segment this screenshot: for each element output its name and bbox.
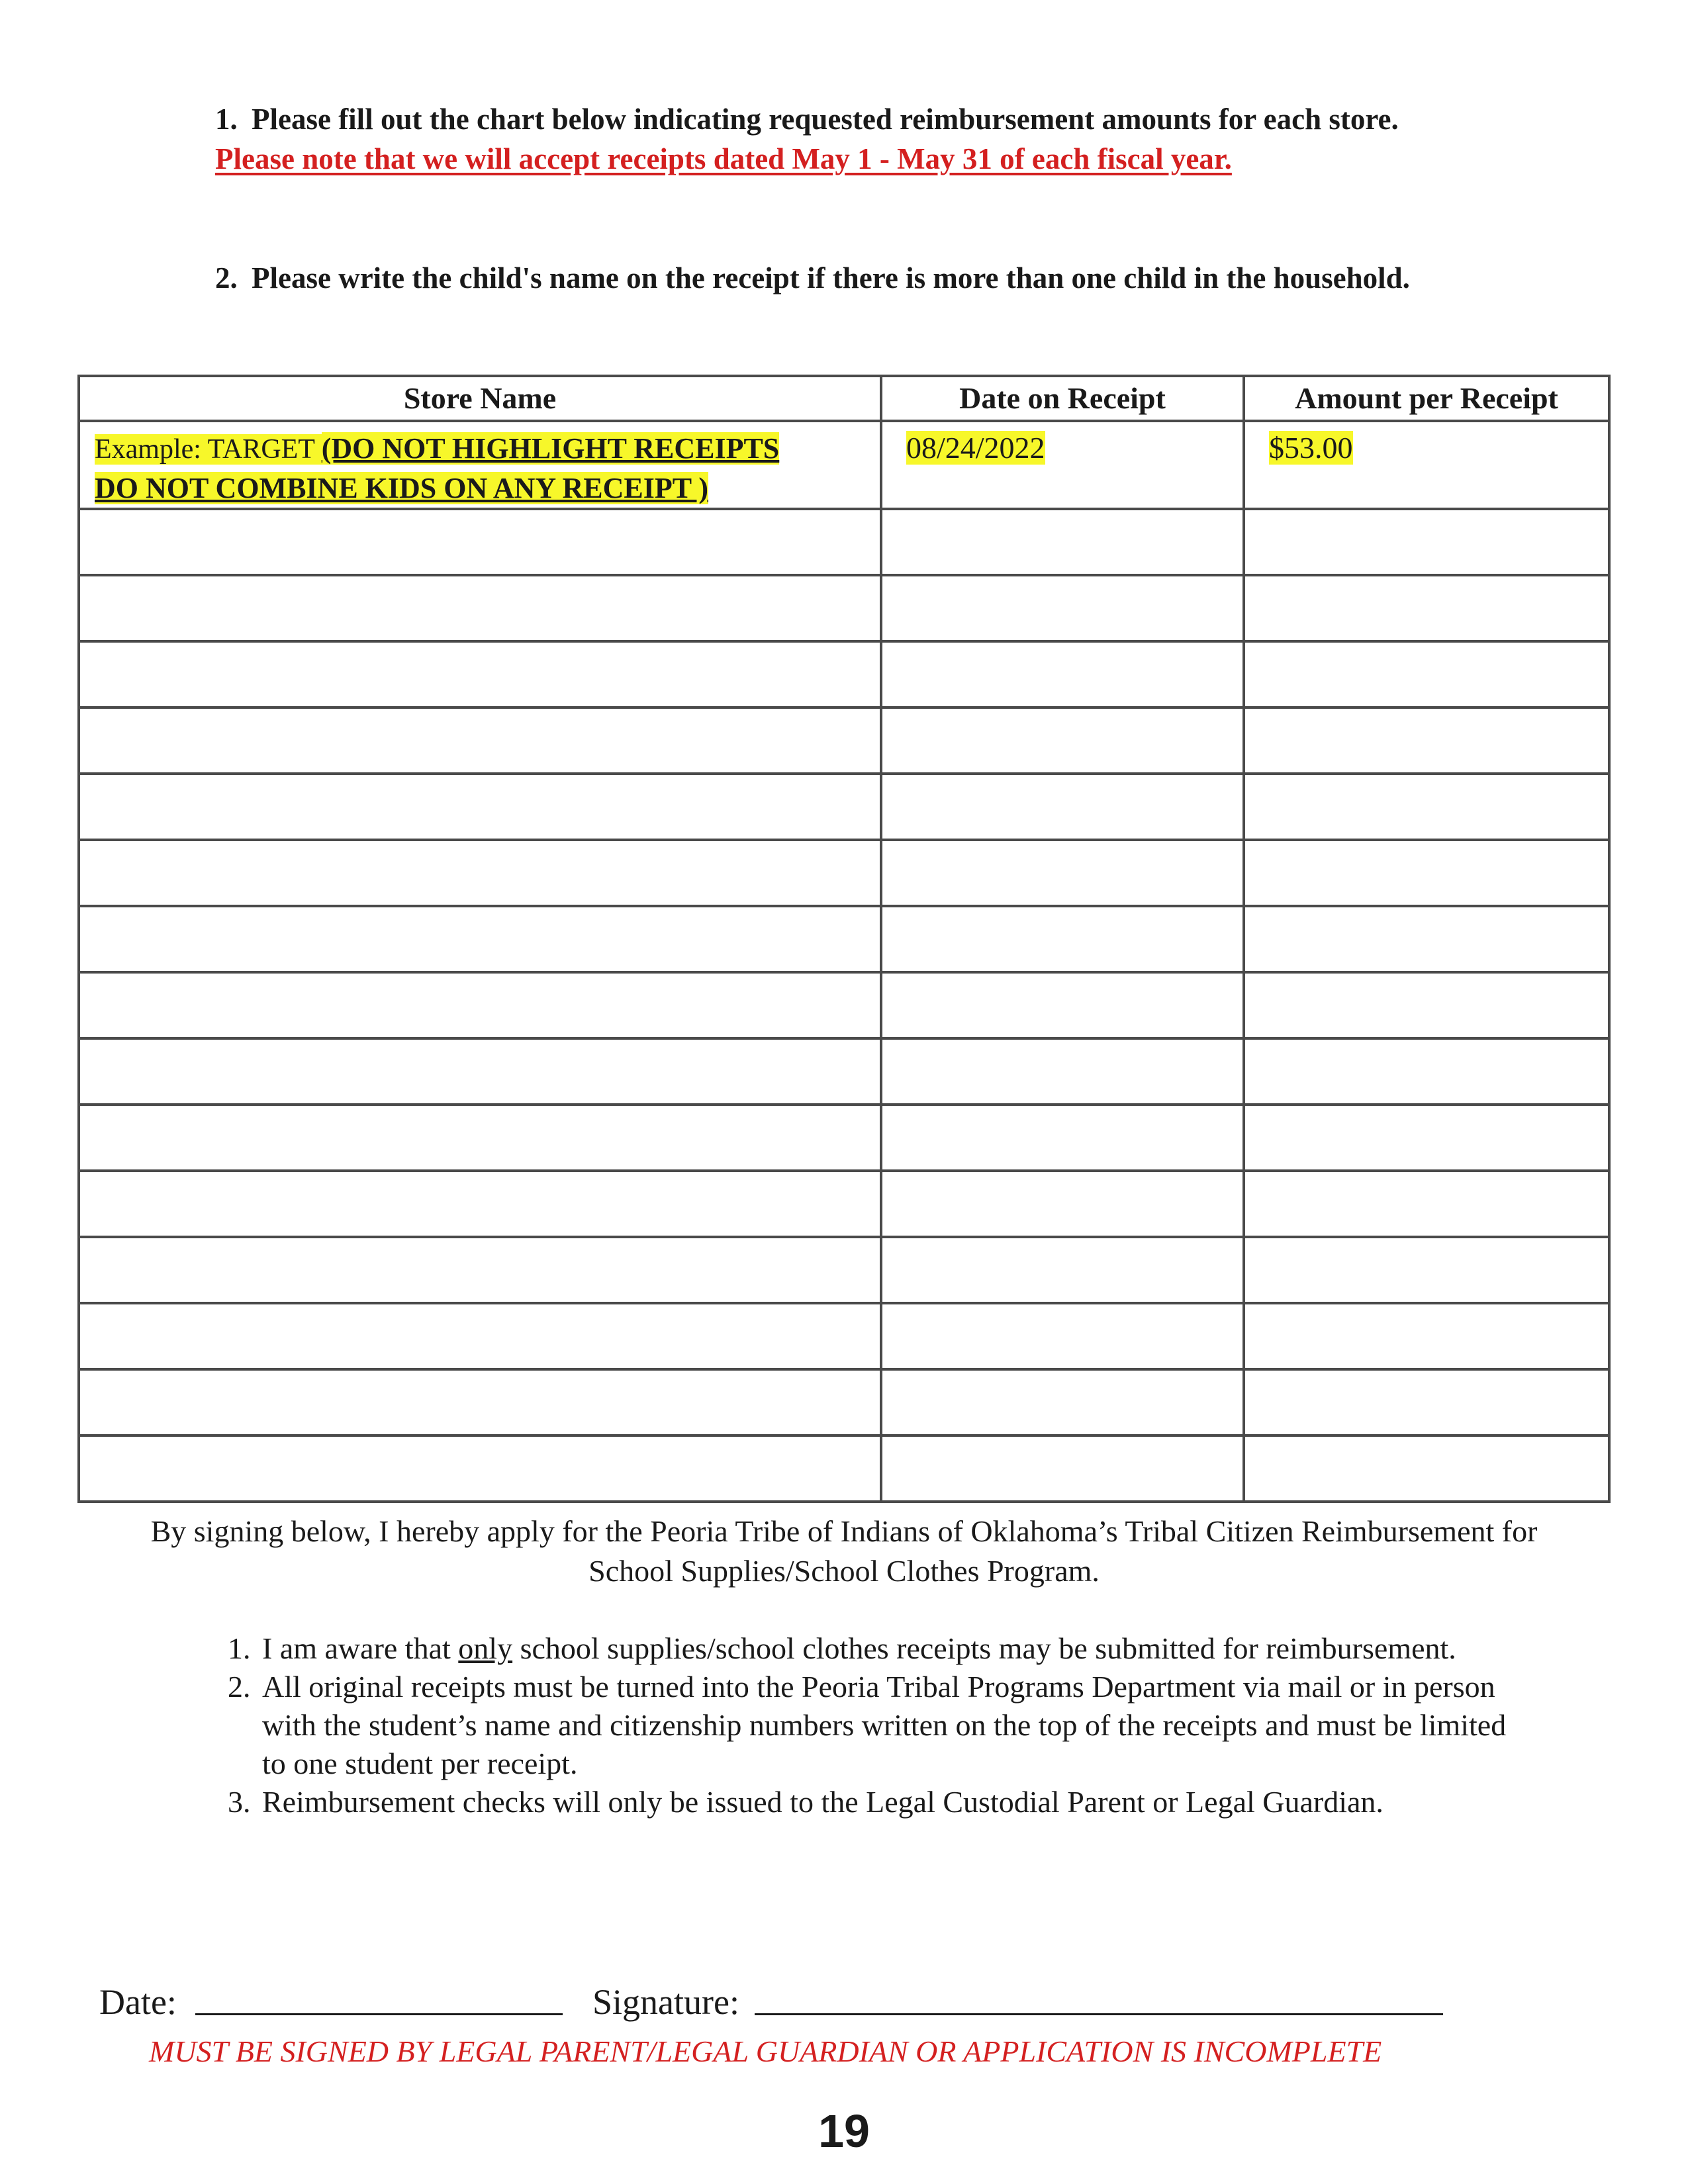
term-emphasis: only (458, 1631, 513, 1665)
amount-cell[interactable] (1244, 1105, 1609, 1171)
receipt-table (77, 375, 1611, 1503)
store-name-cell[interactable] (79, 972, 881, 1038)
date-cell[interactable] (881, 1303, 1244, 1369)
date-cell[interactable] (881, 1435, 1244, 1502)
store-name-cell[interactable] (79, 575, 881, 641)
application-statement: By signing below, I hereby apply for the Peoria Tribe of Indians of Oklahoma’s Tribal Citizen Reimbursement for School Supplies/School Clothes Program. (150, 1514, 1538, 1588)
date-cell[interactable] (881, 774, 1244, 840)
store-name-cell[interactable] (79, 1369, 881, 1435)
header-amount-per-receipt: Amount per Receipt (1244, 376, 1609, 421)
amount-cell[interactable] (1244, 1171, 1609, 1237)
date-cell[interactable] (881, 972, 1244, 1038)
example-note-line2: DO NOT COMBINE KIDS ON ANY RECEIPT ) (95, 472, 708, 504)
amount-cell[interactable] (1244, 1237, 1609, 1303)
store-name-cell[interactable] (79, 1303, 881, 1369)
amount-cell[interactable] (1244, 1369, 1609, 1435)
amount-cell[interactable] (1244, 707, 1609, 774)
example-store-cell (79, 421, 881, 509)
store-name-cell[interactable] (79, 1435, 881, 1502)
example-date: 08/24/2022 (906, 431, 1045, 465)
amount-cell[interactable] (1244, 641, 1609, 707)
amount-cell[interactable] (1244, 1038, 1609, 1105)
page-number: 19 (818, 2105, 870, 2157)
date-label: Date: (99, 1982, 177, 2022)
table-row (79, 707, 1609, 774)
date-cell[interactable] (881, 641, 1244, 707)
instruction-1-number: 1. (215, 103, 238, 136)
table-row (79, 1171, 1609, 1237)
instruction-2-text: Please write the child's name on the receipt if there is more than one child in the household. (252, 261, 1410, 295)
example-date-cell (881, 421, 1244, 509)
example-amount-cell (1244, 421, 1609, 509)
term-item: 3. Reimbursement checks will only be issued to the Legal Custodial Parent or Legal Guardian. (258, 1783, 1516, 1821)
store-name-cell[interactable] (79, 1038, 881, 1105)
date-cell[interactable] (881, 1171, 1244, 1237)
amount-cell[interactable] (1244, 774, 1609, 840)
header-store-name: Store Name (79, 376, 881, 421)
signature-warning: MUST BE SIGNED BY LEGAL PARENT/LEGAL GUARDIAN OR APPLICATION IS INCOMPLETE (149, 2034, 1382, 2068)
example-note-line1: (DO NOT HIGHLIGHT RECEIPTS (321, 432, 780, 465)
terms-list (205, 1629, 1516, 1821)
date-cell[interactable] (881, 906, 1244, 972)
date-cell[interactable] (881, 509, 1244, 575)
table-row (79, 906, 1609, 972)
amount-cell[interactable] (1244, 840, 1609, 906)
instruction-2-number: 2. (215, 261, 238, 295)
receipt-date-note: Please note that we will accept receipts dated May 1 - May 31 of each fiscal year. (215, 142, 1232, 175)
store-name-cell[interactable] (79, 1171, 881, 1237)
table-row (79, 1369, 1609, 1435)
store-name-cell[interactable] (79, 641, 881, 707)
instruction-2 (215, 258, 1446, 298)
amount-cell[interactable] (1244, 906, 1609, 972)
signature-row (99, 1979, 1489, 2025)
amount-cell[interactable] (1244, 972, 1609, 1038)
date-cell[interactable] (881, 1105, 1244, 1171)
table-row (79, 774, 1609, 840)
store-name-cell[interactable] (79, 1237, 881, 1303)
amount-cell[interactable] (1244, 509, 1609, 575)
store-name-cell[interactable] (79, 840, 881, 906)
term-item: 2. All original receipts must be turned into the Peoria Tribal Programs Department via mail or in person with the student’s name and citizenship numbers written on the top of the receipts and must be limited to one student per receipt. (258, 1668, 1516, 1783)
date-field[interactable] (195, 2013, 563, 2015)
date-cell[interactable] (881, 575, 1244, 641)
example-row (79, 421, 1609, 509)
example-amount: $53.00 (1269, 431, 1353, 465)
instruction-1-text: Please fill out the chart below indicating requested reimbursement amounts for each store. (252, 103, 1399, 136)
example-store-label: Example: TARGET (95, 434, 322, 465)
table-row (79, 1105, 1609, 1171)
store-name-cell[interactable] (79, 774, 881, 840)
header-date-on-receipt: Date on Receipt (881, 376, 1244, 421)
date-cell[interactable] (881, 1369, 1244, 1435)
store-name-cell[interactable] (79, 509, 881, 575)
date-cell[interactable] (881, 840, 1244, 906)
date-cell[interactable] (881, 1038, 1244, 1105)
table-row (79, 1237, 1609, 1303)
table-row (79, 972, 1609, 1038)
table-row (79, 641, 1609, 707)
store-name-cell[interactable] (79, 906, 881, 972)
date-cell[interactable] (881, 1237, 1244, 1303)
table-row (79, 575, 1609, 641)
table-row (79, 840, 1609, 906)
instruction-1 (215, 99, 1446, 179)
store-name-cell[interactable] (79, 707, 881, 774)
amount-cell[interactable] (1244, 575, 1609, 641)
amount-cell[interactable] (1244, 1435, 1609, 1502)
term-item: 1. I am aware that only school supplies/school clothes receipts may be submitted for reimbursement. (258, 1629, 1516, 1668)
table-row (79, 1303, 1609, 1369)
store-name-cell[interactable] (79, 1105, 881, 1171)
amount-cell[interactable] (1244, 1303, 1609, 1369)
date-cell[interactable] (881, 707, 1244, 774)
table-header-row (79, 376, 1609, 421)
signature-label: Signature: (592, 1982, 739, 2022)
table-row (79, 1435, 1609, 1502)
signature-field[interactable] (755, 2013, 1443, 2015)
table-row (79, 509, 1609, 575)
table-row (79, 1038, 1609, 1105)
